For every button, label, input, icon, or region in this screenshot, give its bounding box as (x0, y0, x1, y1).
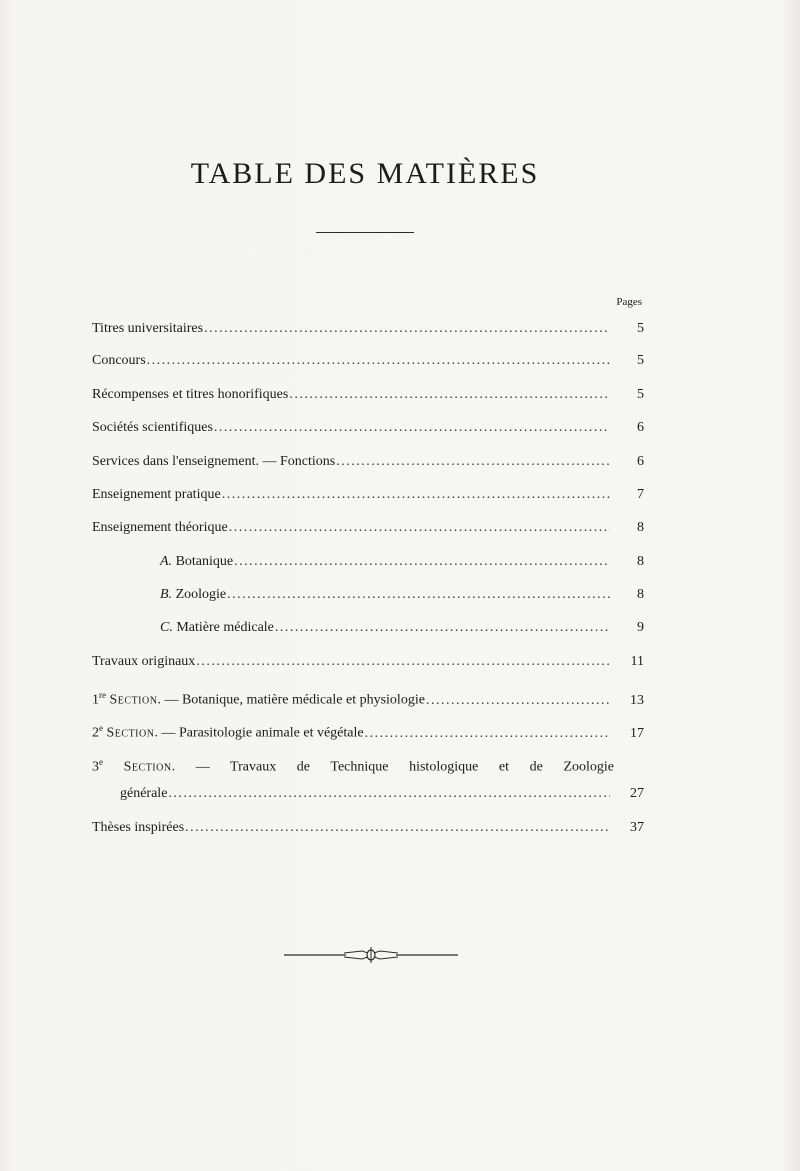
toc-entry-label-group (160, 550, 233, 574)
toc-entry-page: 8 (637, 554, 644, 569)
toc-entry-label-group (160, 616, 274, 640)
toc-entry-label: . — Travaux de Technique histologique et de Zoologie (171, 759, 615, 775)
toc-entry-label-group (160, 583, 226, 607)
dot-leader (222, 483, 610, 507)
dot-leader (365, 722, 610, 746)
toc-entry-page: 7 (637, 487, 644, 502)
toc-entry[interactable] (92, 383, 644, 407)
dot-leader (229, 516, 610, 540)
toc-entry-label: Matière médicale (176, 620, 274, 635)
section-number: 3 (92, 759, 99, 775)
toc-entry[interactable] (92, 650, 644, 674)
ornament-divider-icon (284, 944, 458, 966)
section-ordinal: e (99, 757, 103, 767)
title-rule (316, 232, 414, 233)
dot-leader (275, 616, 610, 640)
toc-entry-page: 9 (637, 620, 644, 635)
toc-entry-page: 5 (637, 387, 644, 402)
pages-column-label: Pages (616, 296, 642, 308)
toc-entry-label: Sociétés scientifiques (92, 420, 213, 435)
toc-entry-page: 5 (637, 321, 644, 336)
toc-entry[interactable] (92, 317, 644, 341)
dot-leader (426, 689, 610, 713)
section-word: Section (109, 692, 158, 708)
toc-entry[interactable] (92, 816, 644, 840)
page-title: TABLE DES MATIÈRES (190, 157, 540, 190)
toc-entry-continuation[interactable] (120, 782, 644, 806)
toc-entry-label: Botanique (175, 554, 234, 569)
section-ordinal: re (99, 690, 106, 700)
toc-entry-label: Enseignement théorique (92, 520, 228, 535)
dot-leader (185, 816, 610, 840)
toc-entry-label: Zoologie (175, 587, 227, 602)
toc-entry[interactable] (92, 516, 644, 540)
toc-entry-label-group (92, 683, 425, 713)
toc-entry-label-continuation: générale (120, 786, 168, 801)
dot-leader (204, 317, 610, 341)
section-ordinal: e (99, 723, 103, 733)
subentry-letter: B. (160, 587, 173, 602)
toc-entry-first-line[interactable] (92, 750, 644, 774)
toc-entry[interactable] (92, 450, 644, 474)
toc-entry[interactable] (92, 683, 644, 707)
section-word: Section (106, 725, 155, 741)
toc-entry-page: 37 (630, 820, 644, 835)
toc-entry-label: Services dans l'enseignement. — Fonctions (92, 454, 336, 469)
toc-entry-page: 11 (630, 654, 644, 669)
toc-subentry[interactable] (160, 550, 644, 574)
toc-entry-label: Concours (92, 353, 146, 368)
subentry-letter: A. (160, 554, 173, 569)
section-number: 2 (92, 725, 99, 741)
toc-entry-page: 5 (637, 353, 644, 368)
subentry-letter: C. (160, 620, 173, 635)
toc-entry-page: 6 (637, 454, 644, 469)
toc-entry[interactable] (92, 349, 644, 373)
section-word: Section (123, 759, 172, 775)
toc-entry-page: 17 (630, 725, 644, 741)
toc-entry-label: Titres universitaires (92, 321, 204, 336)
toc-entry-page: 8 (637, 520, 644, 535)
section-number: 1 (92, 692, 99, 708)
toc-entry[interactable] (92, 716, 644, 740)
toc-entry-label: Travaux originaux (92, 654, 196, 669)
dot-leader (196, 650, 610, 674)
dot-leader (227, 583, 610, 607)
dot-leader (147, 349, 610, 373)
toc-entry-page: 13 (630, 692, 644, 708)
toc-entry-label-group (92, 716, 364, 746)
toc-entry-label: Thèses inspirées (92, 820, 185, 835)
toc-entry[interactable] (92, 483, 644, 507)
toc-subentry[interactable] (160, 616, 644, 640)
dot-leader (336, 450, 610, 474)
toc-entry-label: Récompenses et titres honorifiques (92, 387, 289, 402)
toc-entry[interactable] (92, 416, 644, 440)
toc-subentry[interactable] (160, 583, 644, 607)
toc-entry-page: 8 (637, 587, 644, 602)
dot-leader (214, 416, 610, 440)
dot-leader (234, 550, 610, 574)
dot-leader (289, 383, 610, 407)
toc-entry-label: . — Botanique, matière médicale et physiologie (157, 692, 425, 708)
toc-entry-page: 6 (637, 420, 644, 435)
toc-entry-page: 27 (630, 786, 644, 801)
dot-leader (168, 782, 610, 806)
toc-entry-label: Enseignement pratique (92, 487, 221, 502)
toc-entry-label: . — Parasitologie animale et végétale (154, 725, 364, 741)
